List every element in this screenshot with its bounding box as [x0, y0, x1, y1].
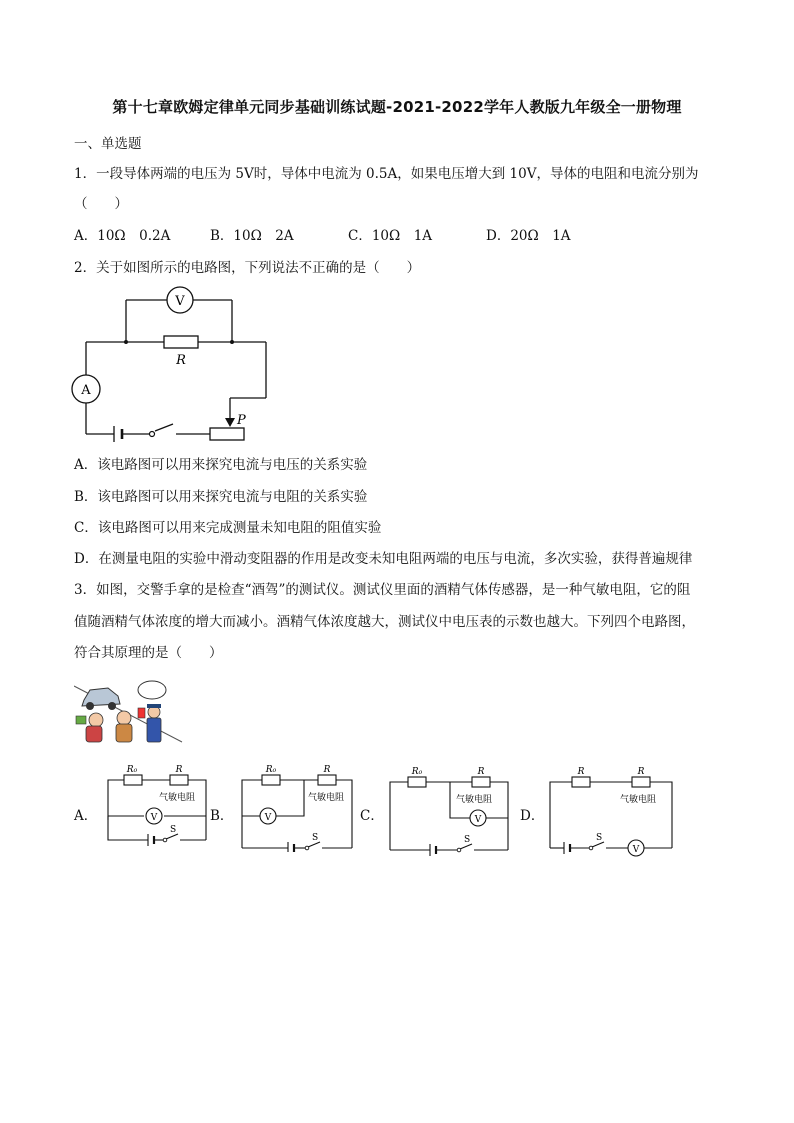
q3-stem-line1: 3．如图，交警手拿的是检查“酒驾”的测试仪。测试仪里面的酒精气体传感器，是一种气敏电阻，它的阻 — [74, 582, 691, 598]
sensor-label: 气敏电阻 — [308, 793, 345, 803]
r0-label: R₀ — [411, 767, 423, 777]
q1-option-c: C．10Ω 1A — [348, 228, 433, 244]
r0-label: R₀ — [126, 765, 138, 775]
switch-label: S — [464, 835, 471, 845]
q1-stem-line2: （ ） — [74, 196, 128, 212]
voltmeter-label: V — [264, 813, 272, 823]
q2-circuit-diagram — [66, 282, 278, 448]
sensor-label: 气敏电阻 — [620, 795, 657, 805]
q3-stem-line3: 符合其原理的是（ ） — [74, 645, 223, 661]
slider-label: P — [237, 413, 246, 428]
q3-circuit-d — [544, 760, 678, 860]
q2-stem: 2．关于如图所示的电路图，下列说法不正确的是（ ） — [74, 260, 421, 276]
r-label: R — [577, 767, 585, 777]
voltmeter-label: V — [150, 813, 158, 823]
resistor-label: R — [176, 353, 186, 368]
q1-stem-line1: 1．一段导体两端的电压为 5V时，导体中电流为 0.5A，如果电压增大到 10V，导体的电阻和电流分别为 — [74, 166, 699, 182]
switch-label: S — [170, 825, 177, 835]
ammeter-label: A — [81, 383, 91, 398]
battery-symbol — [114, 426, 122, 442]
rheostat-symbol — [210, 413, 246, 440]
page-title: 第十七章欧姆定律单元同步基础训练试题-2021-2022学年人教版九年级全一册物理 — [112, 98, 682, 116]
resistor-symbol — [164, 336, 198, 368]
q3-stem-line2: 值随酒精气体浓度的增大而减小。酒精气体浓度越大，测试仪中电压表的示数也越大。下列四个电路图， — [74, 614, 695, 630]
voltmeter-label: V — [474, 815, 482, 825]
q3-circuit-c — [384, 760, 514, 856]
ammeter-symbol — [72, 375, 100, 403]
voltmeter-symbol — [167, 287, 193, 313]
q3-option-d-label: D． — [520, 808, 545, 824]
q1-option-b: B．10Ω 2A — [210, 228, 294, 244]
switch-symbol — [150, 432, 155, 437]
q1-option-d: D．20Ω 1A — [486, 228, 571, 244]
r-label: R — [637, 767, 645, 777]
traffic-police-illustration — [74, 678, 184, 744]
q3-circuit-a — [100, 752, 212, 848]
voltmeter-label: V — [632, 845, 640, 855]
q3-option-c-label: C． — [360, 808, 384, 824]
q2-option-a: A．该电路图可以用来探究电流与电压的关系实验 — [74, 457, 368, 473]
q3-option-b-label: B． — [210, 808, 234, 824]
r-label: R — [323, 765, 331, 775]
r0-label: R₀ — [265, 765, 277, 775]
q3-circuit-b — [236, 752, 358, 852]
switch-label: S — [596, 833, 603, 843]
q1-option-a: A．10Ω 0.2A — [74, 228, 171, 244]
r-label: R — [477, 767, 485, 777]
q2-option-d: D．在测量电阻的实验中滑动变阻器的作用是改变未知电阻两端的电压与电流，多次实验，获得普遍规律 — [74, 551, 693, 567]
voltmeter-label: V — [175, 294, 185, 309]
q2-option-b: B．该电路图可以用来探究电流与电阻的关系实验 — [74, 489, 368, 505]
section-heading: 一、单选题 — [74, 136, 142, 152]
q3-option-a-label: A． — [74, 808, 98, 824]
switch-label: S — [312, 833, 319, 843]
r-label: R — [175, 765, 183, 775]
sensor-label: 气敏电阻 — [159, 793, 196, 803]
q2-option-c: C．该电路图可以用来完成测量未知电阻的阻值实验 — [74, 520, 382, 536]
sensor-label: 气敏电阻 — [456, 795, 493, 805]
